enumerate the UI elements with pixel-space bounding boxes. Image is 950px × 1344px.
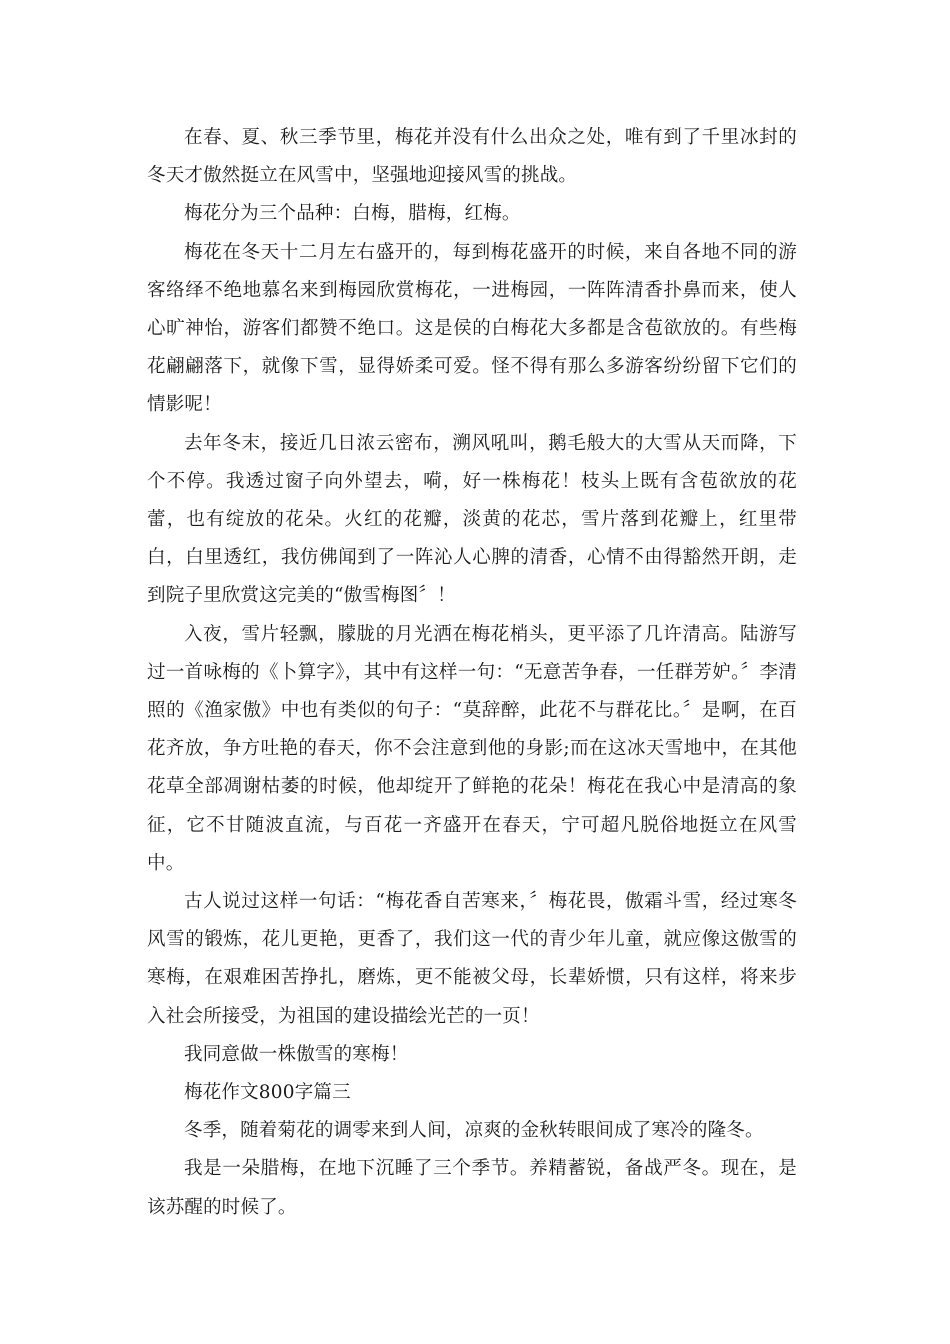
paragraph-8: 冬季，随着菊花的调零来到人间，凉爽的金秋转眼间成了寒冷的隆冬。 bbox=[184, 1120, 764, 1142]
paragraph-5: 入夜，雪片轻飘，朦胧的月光洒在梅花梢头，更平添了几许清高。陆游写过一首咏梅的《卜算字》，其中有这样一句：“无意苦争春，一任群芳妒。〞李清照的《渔家傲》中也有类似的句子：“莫辞醉，此花不与群花比。〞是啊，在百花齐放，争方吐艳的春天，你不会注意到他的身影;而在这冰天雪地中，在其他花草全部凋谢枯萎的时候，他却绽开了鲜艳的花朵！梅花在我心中是清高的象征，它不甘随波直流，与百花一齐盛开在春天，宁可超凡脱俗地挺立在风雪中。 bbox=[147, 623, 797, 874]
paragraph-4: 去年冬末，接近几日浓云密布，溯风吼叫，鹅毛般大的大雪从天而降，下个不停。我透过窗子向外望去，嗬，好一株梅花！枝头上既有含苞欲放的花蕾，也有绽放的花朵。火红的花瓣，淡黄的花芯，雪片落到花瓣上，红里带白，白里透红，我仿佛闻到了一阵沁人心脾的清香，心情不由得豁然开朗，走到院子里欣赏这完美的“傲雪梅图〞！ bbox=[147, 432, 797, 607]
paragraph-9: 我是一朵腊梅，在地下沉睡了三个季节。养精蓄锐，备战严冬。现在，是该苏醒的时候了。 bbox=[147, 1158, 797, 1218]
paragraph-7: 我同意做一株傲雪的寒梅！ bbox=[184, 1043, 409, 1065]
paragraph-1: 在春、夏、秋三季节里，梅花并没有什么出众之处，唯有到了千里冰封的冬天才傲然挺立在风雪中，坚强地迎接风雪的挑战。 bbox=[147, 127, 797, 187]
paragraph-6: 古人说过这样一句话：“梅花香自苦寒来，〞梅花畏，傲霜斗雪，经过寒冬风雪的锻炼，花儿更艳，更香了，我们这一代的青少年儿童，就应像这傲雪的寒梅，在艰难困苦挣扎，磨炼，更不能被父母，长辈娇惯，只有这样，将来步入社会所接受，为祖国的建设描绘光芒的一页！ bbox=[147, 891, 797, 1027]
section-heading: 梅花作文800字篇三 bbox=[184, 1082, 351, 1104]
paragraph-2: 梅花分为三个品种：白梅，腊梅，红梅。 bbox=[184, 203, 521, 225]
document-body bbox=[147, 119, 797, 1227]
paragraph-3: 梅花在冬天十二月左右盛开的，每到梅花盛开的时候，来自各地不同的游客络绎不绝地慕名来到梅园欣赏梅花，一进梅园，一阵阵清香扑鼻而来，使人心旷神怡，游客们都赞不绝口。这是侯的白梅花大多都是含苞欲放的。有些梅花翩翩落下，就像下雪，显得娇柔可爱。怪不得有那么多游客纷纷留下它们的情影呢！ bbox=[147, 241, 797, 416]
